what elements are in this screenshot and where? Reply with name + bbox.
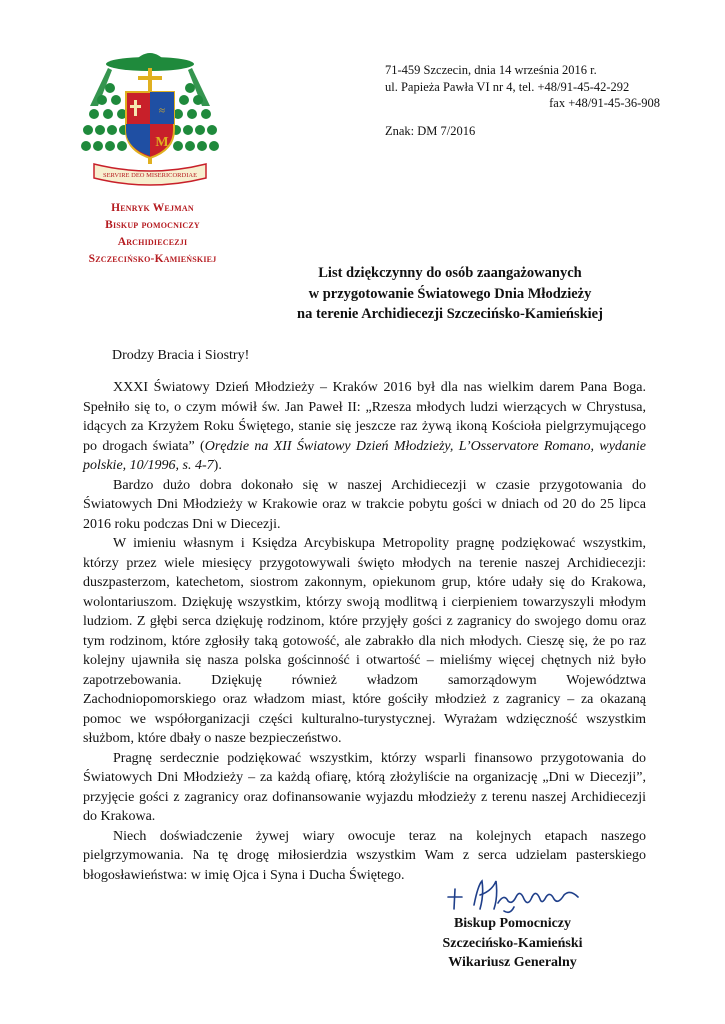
date-place-line: 71-459 Szczecin, dnia 14 września 2016 r. xyxy=(385,63,597,77)
paragraph-1-text: XXXI Światowy Dzień Młodzieży – Kraków 2016 był dla nas wielkim darem Pana Boga. Spełniło się to, o czym mówił św. Jan Paweł II: „Rzesza młodych ludzi wierzących w Chrystusa, idących za Krzyżem Roku Świętego, stanie się jeszcze raz żywą ikoną Kościoła pielgrzymującego po drogach świata” ( xyxy=(83,380,646,454)
signer-line: Wikariusz Generalny xyxy=(448,955,577,970)
paragraph-1 xyxy=(83,378,646,476)
issuer-block xyxy=(60,200,245,268)
motto-ribbon-text: SERVIRE DEO MISERICORDIAE xyxy=(102,172,198,179)
signer-line: Biskup Pomocniczy xyxy=(453,916,572,931)
paragraph-3: W imieniu własnym i Księdza Arcybiskupa Metropolity pragnę podziękować wszystkim, którzy przez wiele miesięcy przygotowywali święto młodych na terenie naszej Archidiecezji: duszpasterzom, katechetom, siostrom zakonnym, opiekunom grup, które udały się do Krakowa, wolontariuszom. Dziękuję wszystkim, którzy swoją modlitwą i cierpieniem towarzyszyli młodym ludziom. Z głębi serca dziękuję rodzinom, które przyjęły gości z zagranicy do swojego domu oraz tym rodzinom, które zgłosiły taką gotowość, ale zabrakło dla nich młodych. Cieszę się, że po raz kolejny ujawniła się nasza polska gościnność i otwartość – mieliśmy więcej chętnych niż było zapotrzebowania. Dziękuję również władzom samorządowym Województwa Zachodniopomorskiego oraz władzom miast, które gościły młodzież z zagranicy – za okazaną pomoc we współorganizacji części kulturalno-turystycznej. Wyrażam wdzięczność wszystkim służbom, które dbały o nasze bezpieczeństwo. xyxy=(83,536,646,746)
issuer-line: Henryk Wejman xyxy=(111,202,194,214)
handwritten-signature xyxy=(440,875,590,917)
fax-line: fax +48/91-45-36-908 xyxy=(549,96,660,110)
paragraph-5: Niech doświadczenie żywej wiary owocuje teraz na kolejnych etapach naszego pielgrzymowania. Na tę drogę miłosierdzia wszystkim Wam z serca udzielam pasterskiego błogosławieństwa: w imię Ojca i Syna i Ducha Świętego. xyxy=(83,828,646,883)
greeting: Drodzy Bracia i Siostry! xyxy=(112,348,250,363)
title-line: na terenie Archidiecezji Szczecińsko-Kamieńskiej xyxy=(297,306,603,322)
signer-line: Szczecińsko-Kamieński xyxy=(442,935,583,951)
reference-number: Znak: DM 7/2016 xyxy=(385,124,476,138)
citation: Orędzie na XII Światowy Dzień Młodzieży, L’Osservatore Romano, wydanie polskie, 10/1996, s. 4-7 xyxy=(83,438,647,473)
paragraph-2: Bardzo dużo dobra dokonało się w naszej Archidiecezji w czasie przygotowania do Światowych Dni Młodzieży w Krakowie oraz w trakcie pobytu gości w dniach od 20 do 25 lipca 2016 roku podczas Dni w Diecezji. xyxy=(83,477,646,532)
svg-text:M: M xyxy=(155,135,169,150)
letter-body xyxy=(83,378,646,885)
address-block xyxy=(385,62,660,112)
issuer-line: Szczecińsko-Kamieńskiej xyxy=(88,253,217,265)
title-line: w przygotowanie Światowego Dnia Młodzieży xyxy=(308,285,592,302)
issuer-line: Archidiecezji xyxy=(117,236,188,248)
letter-title xyxy=(260,263,640,325)
citation-close: ). xyxy=(213,458,222,473)
paragraph-4: Pragnę serdecznie podziękować wszystkim, którzy wsparli finansowo przygotowania do Światowych Dni Młodzieży – za każdą ofiarę, którą złożyliście na organizację „Dni w Diecezji”, przyjęcie gości z zagranicy oraz dofinansowanie wyjazdu młodzieży z terenu naszej Archidiecezji do Krakowa. xyxy=(83,750,646,824)
street-phone-line: ul. Papieża Pawła VI nr 4, tel. +48/91-45-42-292 xyxy=(385,79,630,94)
issuer-line: Biskup pomocniczy xyxy=(105,219,200,231)
title-line: List dziękczynny do osób zaangażowanych xyxy=(318,265,582,281)
signer-block xyxy=(410,914,615,973)
svg-text:≈: ≈ xyxy=(158,105,166,117)
